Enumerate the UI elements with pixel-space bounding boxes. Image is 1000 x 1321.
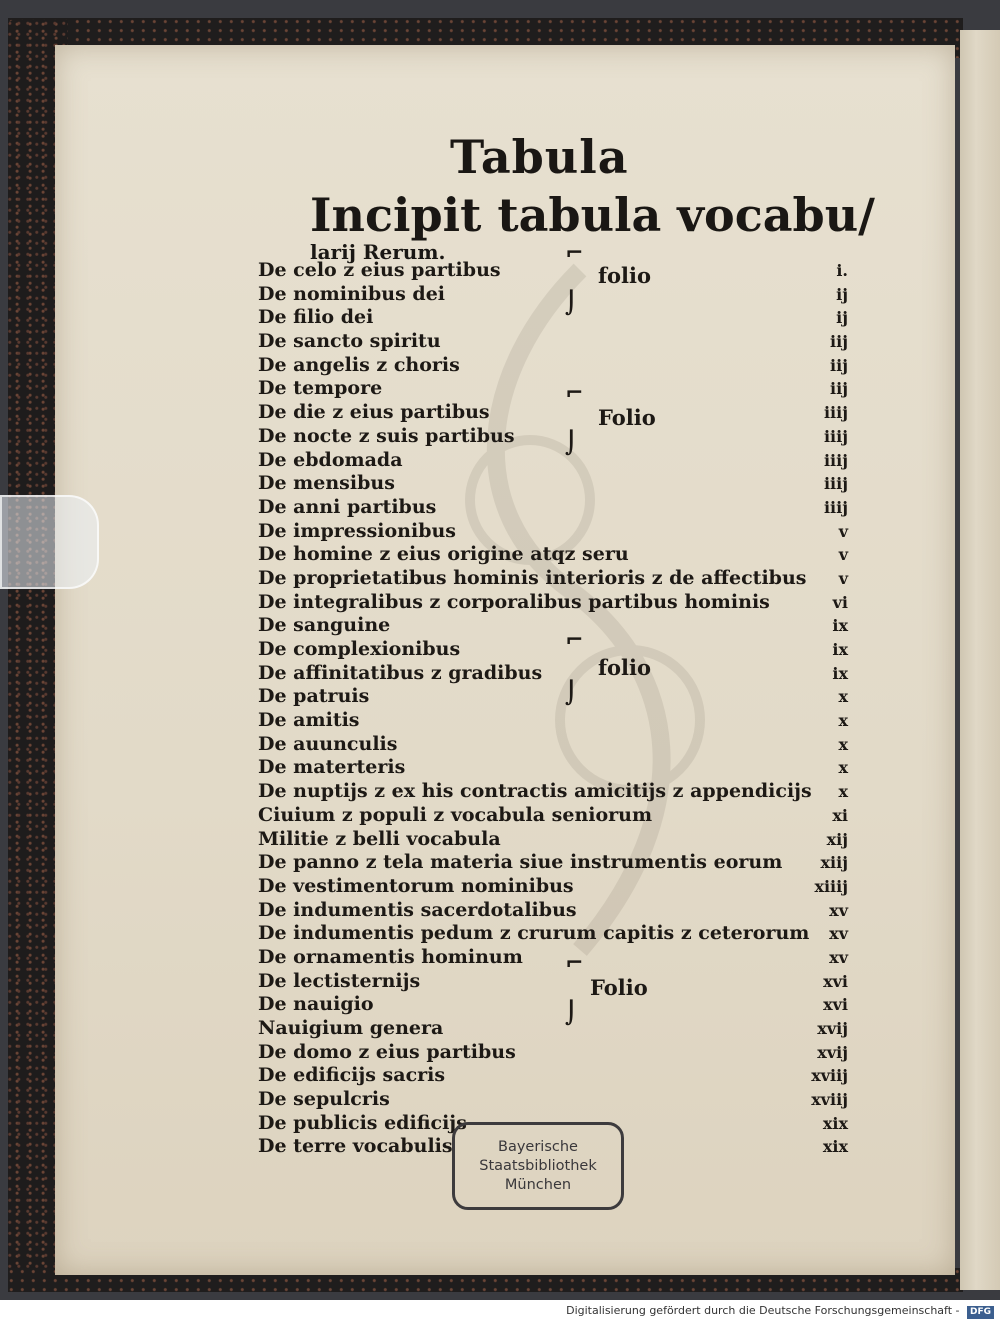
index-entry [258, 993, 848, 1017]
entry-folio-number: xviij [811, 1066, 848, 1086]
entry-title: De ornamentis hominum [258, 945, 523, 968]
index-entry [258, 1017, 848, 1041]
entry-folio-number: xv [829, 900, 848, 920]
page-clip [0, 495, 99, 589]
entry-title: De celo z eius partibus [258, 259, 501, 281]
entry-title: De vestimentorum nominibus [258, 874, 574, 897]
entry-title: De impressionibus [258, 519, 456, 542]
entry-folio-number: ix [832, 640, 848, 659]
entry-folio-number: ij [836, 308, 848, 328]
index-entry [258, 733, 848, 757]
entry-folio-number: x [838, 734, 848, 754]
entry-title: De proprietatibus hominis interioris z de affectibus [258, 566, 807, 589]
entry-title: De auunculis [258, 732, 398, 755]
entry-title: De amitis [258, 709, 360, 732]
entry-folio-number: iiij [823, 450, 848, 470]
entry-title: De nominibus dei [258, 282, 446, 305]
entry-folio-number: xviij [811, 1090, 848, 1110]
index-entry [258, 970, 848, 994]
index-entry [258, 520, 848, 544]
entry-title: De lectisternijs [258, 969, 421, 992]
entry-folio-number: v [838, 521, 848, 541]
index-entry [258, 591, 848, 615]
entry-folio-number: x [838, 687, 848, 707]
brace-bottom: ⌡ [565, 290, 578, 316]
entry-title: De filio dei [258, 306, 374, 329]
entry-folio-number: xvi [823, 971, 848, 991]
folio-label: folio [598, 263, 652, 288]
entry-folio-number: ij [836, 284, 848, 304]
index-entry [258, 283, 848, 307]
brace-top: ⌐ [565, 950, 584, 976]
entry-folio-number: x [838, 711, 848, 731]
index-entry [258, 1041, 848, 1065]
entry-folio-number: i. [836, 261, 848, 280]
folio-label: folio [598, 655, 652, 680]
entry-folio-number: iiij [823, 426, 848, 446]
entry-title: De affinitatibus z gradibus [258, 661, 543, 684]
entry-folio-number: xiiij [814, 876, 848, 896]
index-entry [258, 401, 848, 425]
index-entry [258, 472, 848, 496]
heading-incipit: Incipit tabula vocabu/ [310, 188, 875, 242]
entry-title: De domo z eius partibus [258, 1040, 516, 1063]
index-entry [258, 449, 848, 473]
entry-title: De sanguine [258, 614, 391, 637]
index-entry [258, 425, 848, 449]
stamp-line: München [504, 1176, 572, 1193]
brace-bottom: ⌡ [565, 430, 578, 456]
index-entry [258, 780, 848, 804]
footer-credit [0, 1300, 1000, 1321]
entry-title: De anni partibus [258, 495, 437, 518]
index-entry [258, 1064, 848, 1088]
library-stamp [452, 1122, 624, 1210]
stamp-line: Bayerische [498, 1138, 578, 1155]
entry-folio-number: v [838, 545, 848, 565]
index-entry [258, 1088, 848, 1112]
entry-title: De patruis [258, 685, 370, 708]
index-entry [258, 804, 848, 828]
entry-title: De nocte z suis partibus [258, 424, 515, 447]
entry-folio-number: ix [832, 616, 848, 636]
entry-title: De mensibus [258, 472, 395, 495]
entry-folio-number: iij [830, 379, 848, 399]
entry-title: De panno z tela materia siue instrumentis eorum [258, 851, 783, 874]
index-entry [258, 496, 848, 520]
index-entry [258, 306, 848, 330]
entry-title: De ebdomada [258, 448, 403, 471]
entry-folio-number: iij [830, 332, 848, 352]
brace-bottom: ⌡ [565, 1000, 578, 1026]
entry-folio-number: xv [829, 924, 848, 944]
index-entry [258, 259, 848, 283]
index-entry [258, 709, 848, 733]
index-entry [258, 354, 848, 378]
entry-folio-number: xi [832, 805, 848, 825]
entry-title: De indumentis pedum z crurum capitis z ceterorum [258, 922, 810, 945]
index-entry [258, 638, 848, 662]
entry-title: De integralibus z corporalibus partibus hominis [258, 590, 770, 613]
stamp-line: Staatsbibliothek [479, 1157, 597, 1174]
heading-tabula: Tabula [450, 130, 629, 184]
index-entries [258, 259, 848, 1159]
entry-title: De edificijs sacris [258, 1064, 446, 1087]
entry-folio-number: iij [830, 355, 848, 375]
entry-folio-number: iiij [823, 497, 848, 517]
entry-title: De angelis z choris [258, 353, 460, 376]
entry-title: De homine z eius origine atqz seru [258, 543, 629, 566]
entry-folio-number: xvij [817, 1042, 848, 1062]
entry-title: De materteris [258, 756, 406, 779]
index-entry [258, 543, 848, 567]
entry-folio-number: xv [829, 947, 848, 967]
brace-top: ⌐ [565, 627, 584, 653]
folio-label: Folio [598, 405, 656, 430]
entry-folio-number: vi [832, 592, 848, 612]
index-entry [258, 922, 848, 946]
entry-title: De nuptijs z ex his contractis amicitijs z appendicijs [258, 780, 812, 803]
facing-page-edge [960, 30, 1000, 1290]
index-entry [258, 567, 848, 591]
entry-title: Nauigium genera [258, 1017, 444, 1039]
entry-title: De publicis edificijs [258, 1111, 467, 1134]
entry-folio-number: iiij [823, 403, 848, 423]
entry-folio-number: xiij [820, 853, 848, 873]
index-entry [258, 875, 848, 899]
entry-title: De die z eius partibus [258, 401, 490, 424]
entry-folio-number: xvi [823, 995, 848, 1015]
index-entry [258, 851, 848, 875]
entry-folio-number: x [838, 758, 848, 778]
index-entry [258, 614, 848, 638]
entry-folio-number: ix [832, 663, 848, 683]
entry-title: De sepulcris [258, 1088, 390, 1111]
entry-folio-number: xix [822, 1137, 848, 1157]
entry-title: De sancto spiritu [258, 330, 441, 353]
dfg-logo: DFG [967, 1306, 994, 1319]
footer-text: Digitalisierung gefördert durch die Deutsche Forschungsgemeinschaft - [566, 1304, 960, 1317]
brace-top: ⌐ [565, 240, 584, 266]
brace-top: ⌐ [565, 380, 584, 406]
heading-rerum: larij Rerum. [310, 240, 446, 264]
index-entry [258, 377, 848, 401]
entry-folio-number: iiij [823, 474, 848, 494]
entry-title: De terre vocabulis [258, 1135, 453, 1158]
entry-folio-number: xix [822, 1113, 848, 1133]
entry-folio-number: v [838, 568, 848, 588]
index-entry [258, 946, 848, 970]
folio-label: Folio [590, 975, 648, 1000]
entry-folio-number: x [838, 782, 848, 802]
entry-title: De nauigio [258, 993, 374, 1016]
index-entry [258, 662, 848, 686]
index-entry [258, 828, 848, 852]
entry-folio-number: xij [826, 829, 848, 849]
entry-title: De indumentis sacerdotalibus [258, 898, 577, 921]
index-entry [258, 330, 848, 354]
index-entry [258, 899, 848, 923]
entry-title: Militie z belli vocabula [258, 827, 501, 850]
index-entry [258, 756, 848, 780]
brace-bottom: ⌡ [565, 680, 578, 706]
index-entry [258, 685, 848, 709]
entry-title: De complexionibus [258, 638, 461, 660]
entry-title: De tempore [258, 377, 383, 400]
entry-folio-number: xvij [817, 1019, 848, 1038]
entry-title: Ciuium z populi z vocabula seniorum [258, 803, 653, 826]
